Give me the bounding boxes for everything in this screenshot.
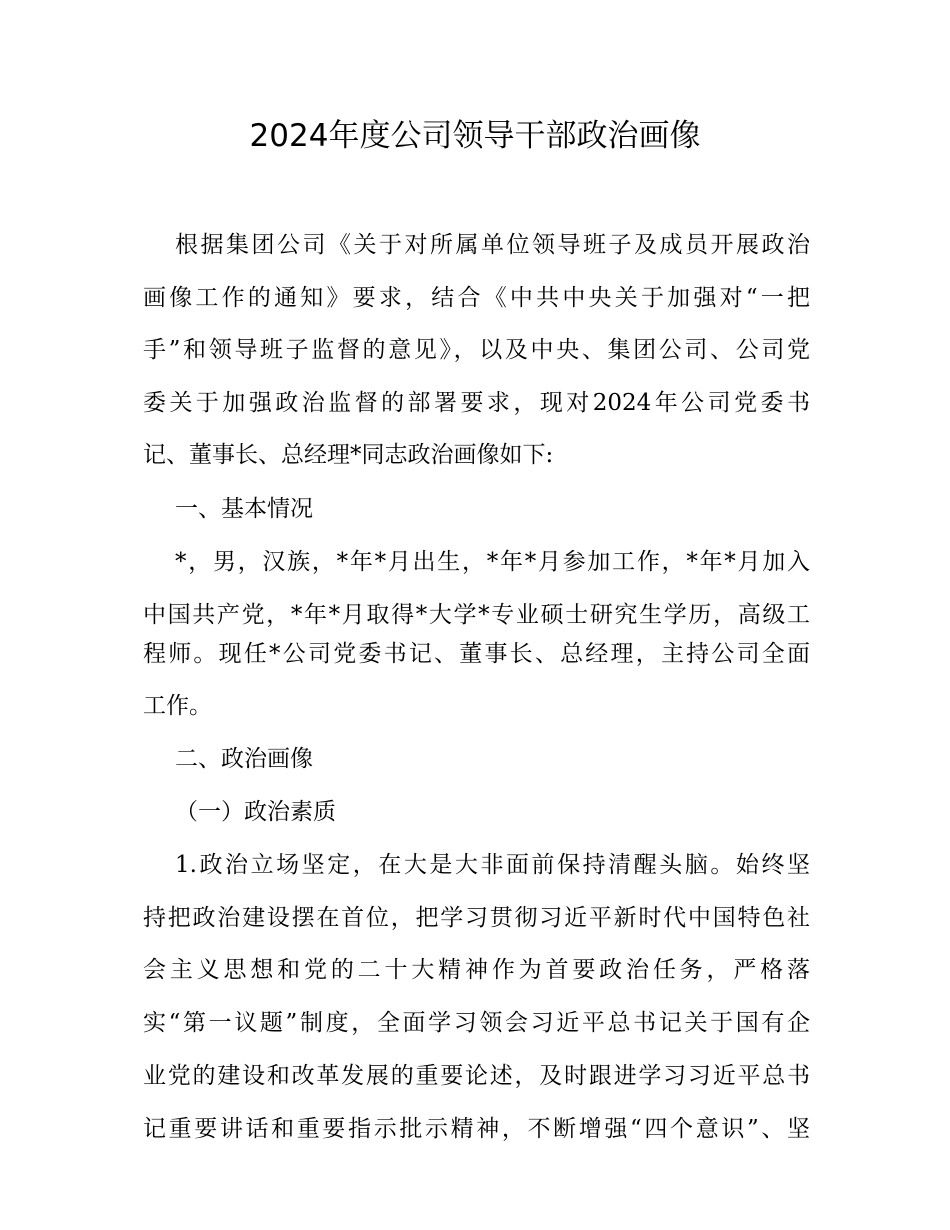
paragraph-line: 持把政治建设摆在首位，把学习贯彻习近平新时代中国特色社 [143, 905, 810, 931]
paragraph-line: 1.政治立场坚定，在大是大非面前保持清醒头脑。始终坚 [175, 852, 810, 878]
paragraph-line: 记重要讲话和重要指示批示精神，不断增强“四个意识”、坚 [143, 1116, 810, 1142]
paragraph-line: 工作。 [143, 693, 212, 719]
paragraph-line: 实“第一议题”制度，全面学习领会习近平总书记关于国有企 [143, 1010, 810, 1036]
section-heading-political-portrait: 二、政治画像 [175, 746, 313, 772]
paragraph-line: *，男，汉族，*年*月出生，*年*月参加工作，*年*月加入 [175, 549, 811, 575]
paragraph-line: 根据集团公司《关于对所属单位领导班子及成员开展政治 [175, 232, 810, 258]
document-title: 2024年度公司领导干部政治画像 [249, 118, 701, 154]
paragraph-line: 中国共产党，*年*月取得*大学*专业硕士研究生学历，高级工 [143, 602, 810, 628]
paragraph-line: 画像工作的通知》要求，结合《中共中央关于加强对“一把 [143, 285, 810, 311]
paragraph-line: 手”和领导班子监督的意见》，以及中央、集团公司、公司党 [143, 337, 810, 363]
paragraph-line: 记、董事长、总经理*同志政治画像如下: [143, 442, 554, 468]
section-heading-basic-info: 一、基本情况 [175, 496, 313, 522]
paragraph-line: 会主义思想和党的二十大精神作为首要政治任务，严格落 [143, 957, 810, 983]
paragraph-line: 业党的建设和改革发展的重要论述，及时跟进学习习近平总书 [143, 1063, 810, 1089]
paragraph-line: 委关于加强政治监督的部署要求，现对2024年公司党委书 [143, 390, 810, 416]
paragraph-line: 程师。现任*公司党委书记、董事长、总经理，主持公司全面 [143, 641, 810, 667]
subsection-heading-political-quality: （一）政治素质 [175, 799, 336, 825]
